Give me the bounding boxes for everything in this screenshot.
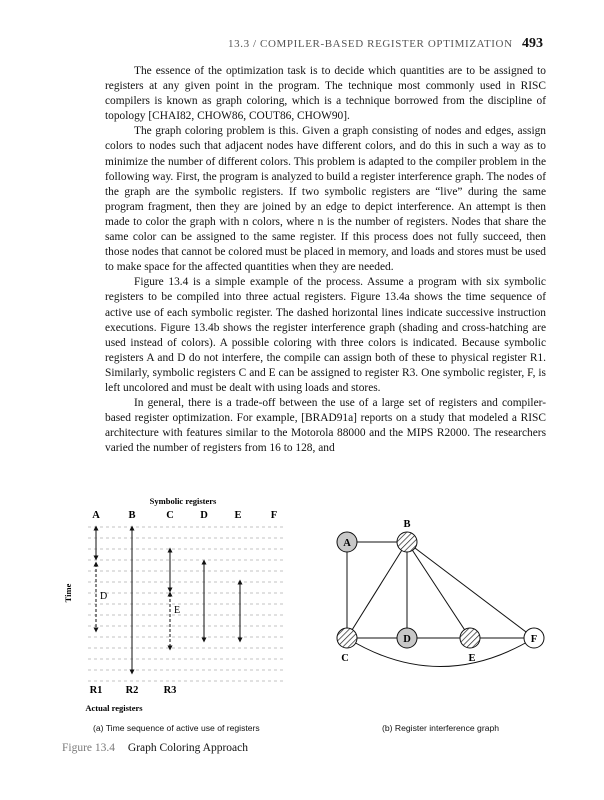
symbolic-label-f: F (270, 510, 278, 521)
paragraph: The essence of the optimization task is to decide which quantities are to be assigned to registers at any given point in the program. The technique most commonly used in RISC compilers is known as graph coloring, which is a technique borrowed from the discipline of topology [CHAI82, CHOW86, COUT86, CHOW90]. (105, 65, 546, 123)
caption-b: (b) Register interference graph (382, 723, 500, 733)
symbolic-registers-title: Symbolic registers (149, 496, 217, 506)
symbolic-label-d: D (200, 510, 208, 521)
actual-label-r3: R3 (163, 685, 177, 696)
inline-label-e: E (174, 605, 181, 616)
live-ranges (96, 528, 240, 672)
caption-a: (a) Time sequence of active use of registers (93, 723, 260, 733)
symbolic-label-b: B (128, 510, 136, 521)
node-label-a: A (343, 538, 351, 549)
edge-b-c (347, 542, 407, 638)
symbolic-label-e: E (234, 510, 242, 521)
body-text (105, 64, 546, 456)
node-label-d: D (403, 634, 411, 645)
actual-label-r1: R1 (89, 685, 103, 696)
node-label-e: E (468, 653, 476, 664)
actual-labels (90, 685, 177, 696)
edge-c-f (347, 638, 534, 667)
paragraph: In general, there is a trade-off between the use of a large set of registers and compiler-based register optimization. For example, [BRAD91a] reports on a study that modeled a RISC architecture with features similar to the Motorola 88000 and the MIPS R2000. The researchers varied the number of registers from 16 to 128, and (105, 397, 546, 455)
edge-b-e (407, 542, 470, 638)
symbolic-label-c: C (166, 510, 174, 521)
actual-registers-title: Actual registers (85, 703, 143, 713)
actual-label-r2: R2 (125, 685, 139, 696)
running-title: 13.3 / COMPILER-BASED REGISTER OPTIMIZATION (228, 38, 513, 50)
node-e (460, 628, 480, 664)
node-label-f: F (530, 634, 538, 645)
node-d (397, 628, 417, 648)
page-number: 493 (522, 36, 543, 51)
paragraph: Figure 13.4 is a simple example of the process. Assume a program with six symbolic registers to be compiled into three actual registers. Figure 13.4a shows the time sequence of active use of each symbolic register. The dashed horizontal lines indicate successive instruction executions. Figure 13.4b shows the register interference graph (shading and cross-hatching are used instead of colors). A possible coloring with three colors is indicated. Because symbolic registers A and D do not interfere, the compile can assign both of these to physical register R1. Similarly, symbolic registers C and E can be assigned to register R3. One symbolic register, F, is left uncolored and must be dealt with using loads and stores. (105, 276, 546, 394)
node-c (337, 628, 357, 664)
inline-label-d: D (100, 591, 108, 602)
instruction-dashes (88, 527, 284, 681)
node-b (397, 519, 417, 552)
figure-13-4 (58, 490, 558, 730)
symbolic-labels (92, 510, 277, 521)
edge-b-f (407, 542, 534, 638)
node-f (524, 628, 544, 648)
running-header (228, 36, 543, 52)
figure-title (62, 742, 248, 754)
node-a (337, 532, 357, 552)
node-label-b: B (403, 519, 411, 530)
interference-edges (347, 542, 534, 667)
node-label-c: C (341, 653, 349, 664)
symbolic-label-a: A (92, 510, 100, 521)
paragraph: The graph coloring problem is this. Given a graph consisting of nodes and edges, assign colors to nodes such that adjacent nodes have different colors, and do this in such a way as to minimize the number of different colors. This problem is adapted to the compiler problem in the following way. First, the program is analyzed to build a register interference graph. The nodes of the graph are the symbolic registers. If two symbolic registers are “live” during the same program fragment, then they are joined by an edge to depict interference. An attempt is then made to color the graph with n colors, where n is the number of registers. Nodes that share the same color can be assigned to the same register. If this process does not fully succeed, then those nodes that cannot be colored must be placed in memory, and loads and stores must be used to make space for the affected quantities when they are needed. (105, 125, 546, 274)
time-axis-label: Time (63, 583, 73, 603)
figure-title-text: Graph Coloring Approach (127, 742, 248, 754)
figure-number: Figure 13.4 (62, 742, 116, 754)
